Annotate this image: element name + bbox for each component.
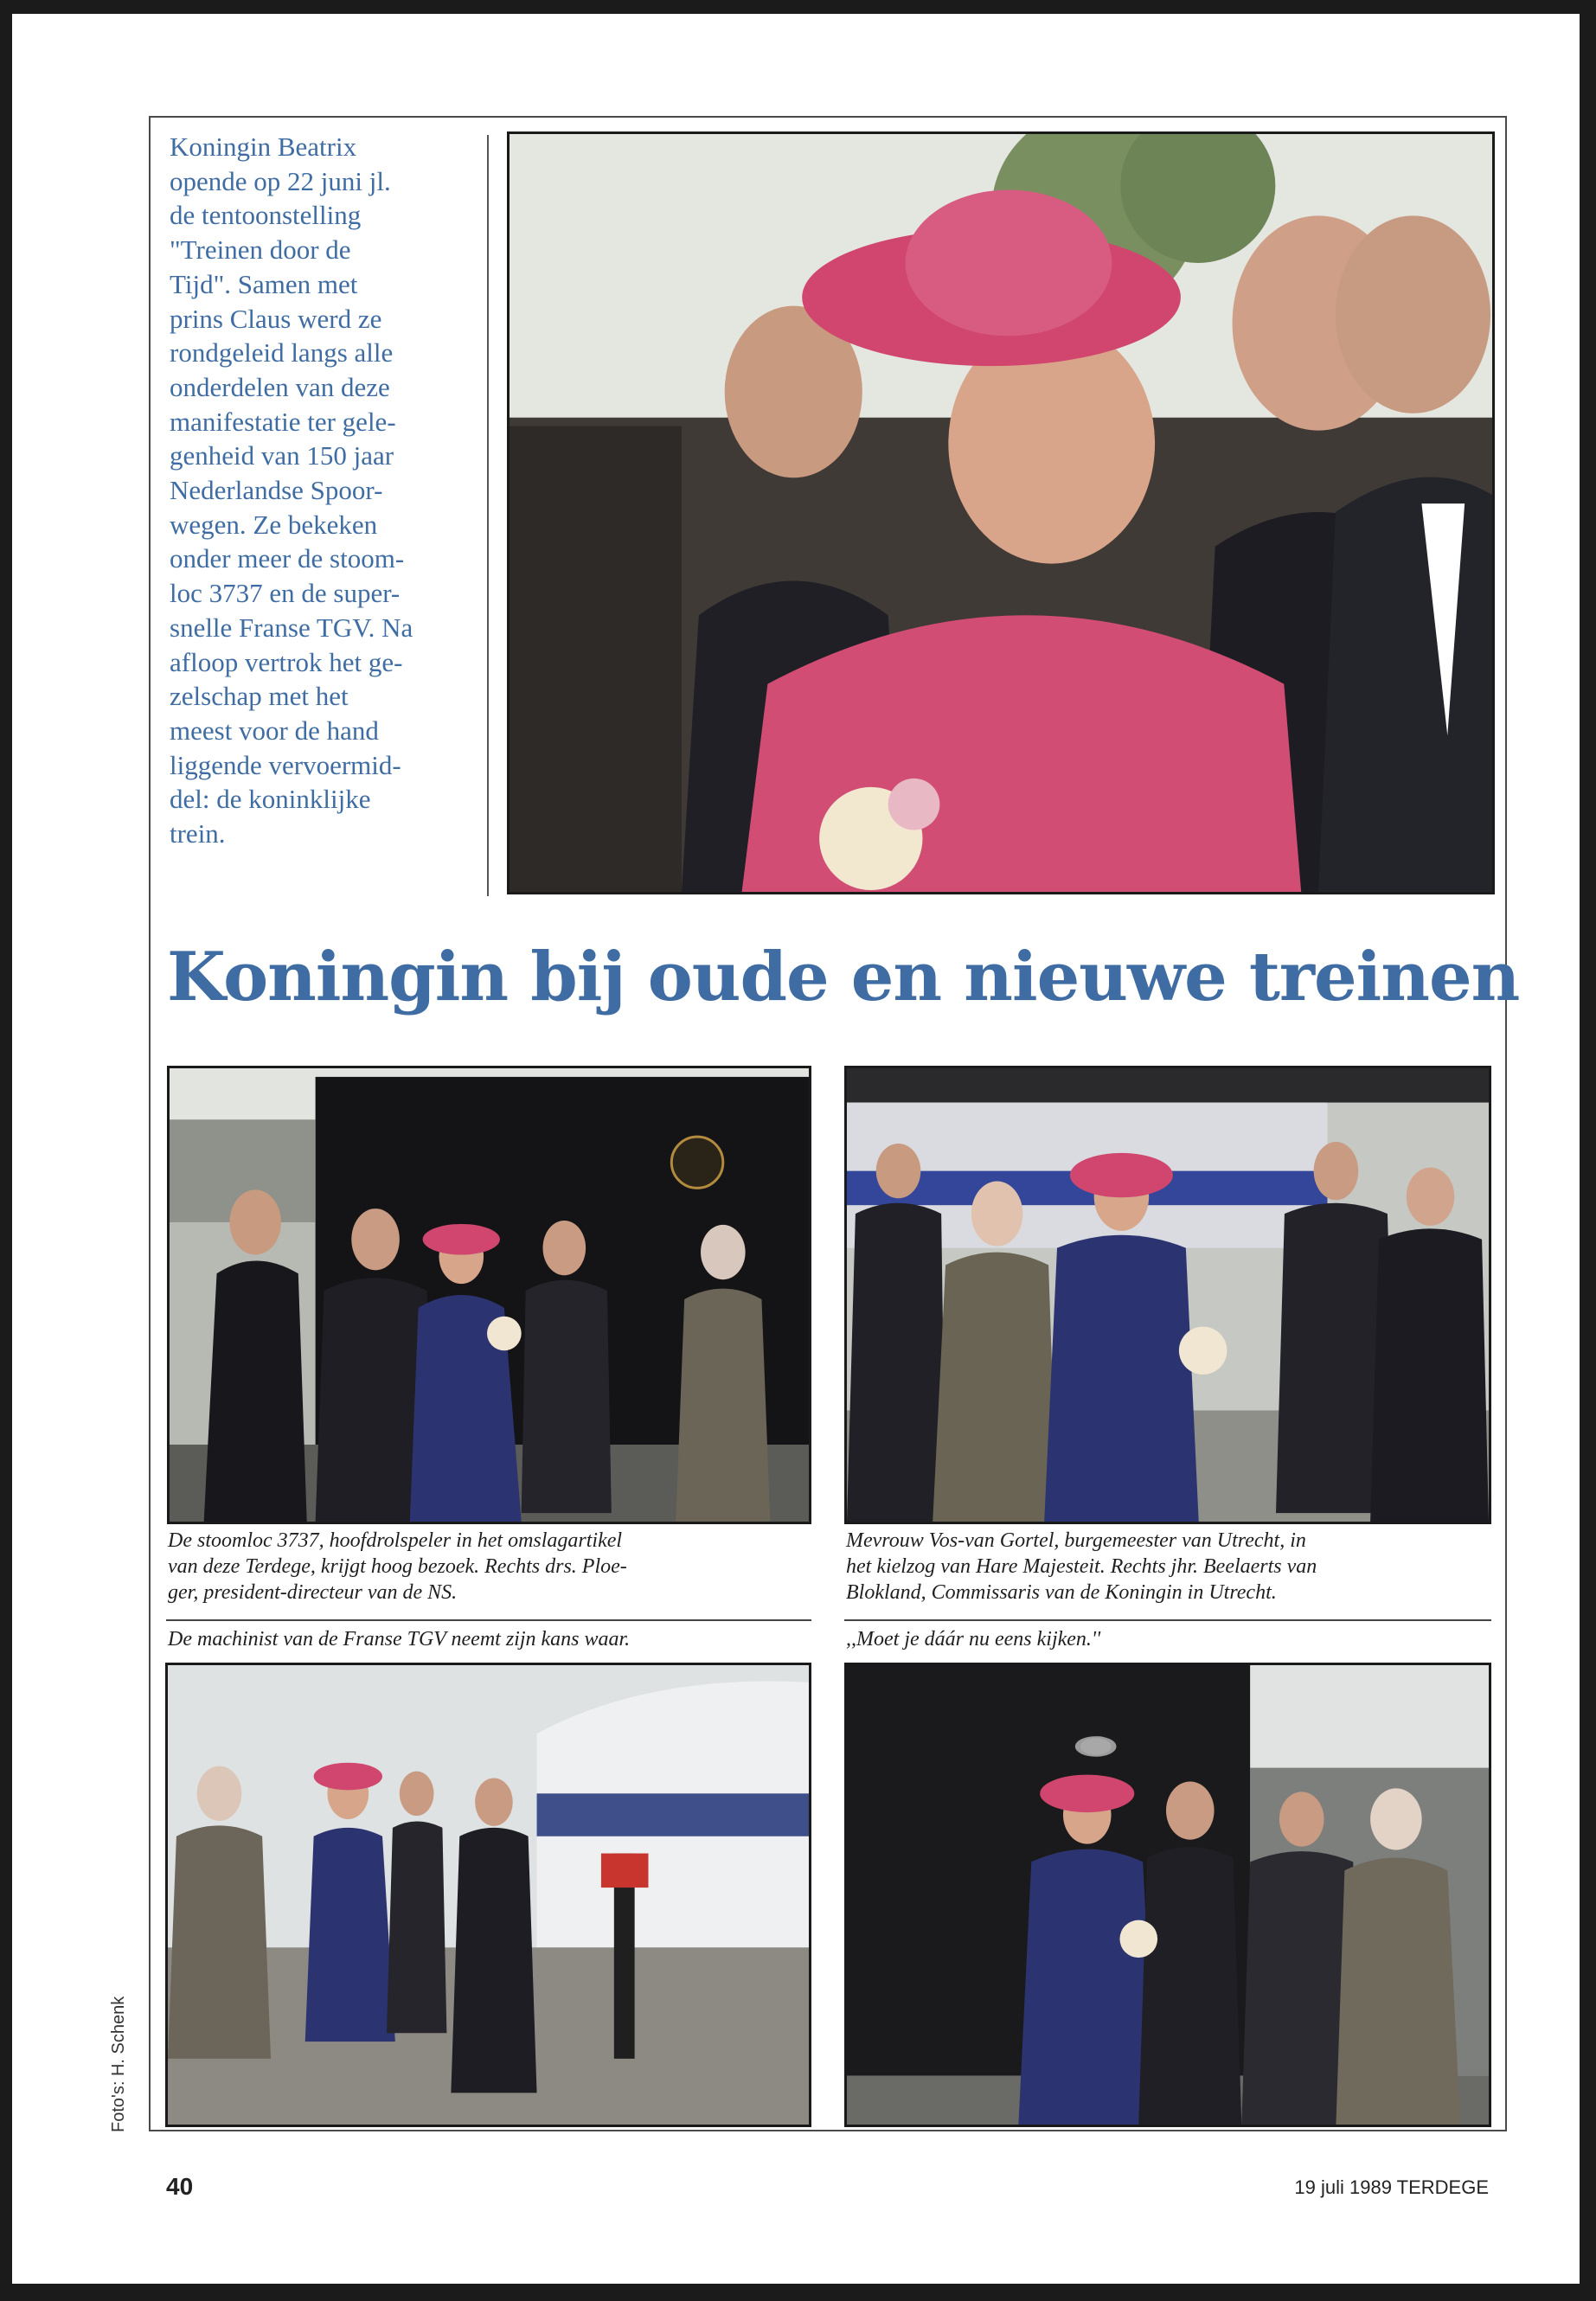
article-headline: Koningin bij oude en nieuwe treinen [167,938,1520,1016]
scan-edge-bottom [0,2284,1596,2301]
tgv-walk-photo [165,1663,811,2127]
caption-rule-left [166,1619,811,1621]
issue-dateline: 19 juli 1989 TERDEGE [1294,2176,1489,2198]
photo-credit: Foto's: H. Schenk [109,1996,128,2132]
scan-edge-left [0,0,12,2301]
intro-divider [487,135,489,896]
caption-tgv-platform: Mevrouw Vos-van Gortel, burgemeester van Utrecht, in het kielzog van Hare Majesteit. Rechts jhr. Beelaerts van Blokland, Commissaris van de Koningin in Utrecht. [846,1529,1317,1604]
caption-locomotive: De stoomloc 3737, hoofdrolspeler in het omslagartikel van deze Terdege, krijgt hoog bezoek. Rechts drs. Ploe- ger, president-directeur van de NS. [168,1529,627,1604]
caption-rule-right [844,1619,1491,1621]
caption-loc-look: ,,Moet je dáár nu eens kijken.'' [846,1628,1101,1650]
caption-tgv-walk: De machinist van de Franse TGV neemt zijn kans waar. [168,1628,631,1650]
intro-paragraph: Koningin Beatrix opende op 22 juni jl. de tentoonstelling "Treinen door de Tijd". Samen met prins Claus werd ze rondgeleid langs alle onderdelen van deze manifestatie ter gele- genheid van 150 jaar Nederlandse Spoor- wegen. Ze bekeken onder meer de stoom- loc 3737 en de super- snelle Franse TGV. Na afloop vertrok het ge- zelschap met het meest voor de hand liggende vervoermid- del: de koninklijke trein. [170,131,413,849]
loc-look-photo [844,1663,1491,2127]
tgv-platform-photo [844,1066,1491,1524]
scan-edge-right [1580,0,1596,2301]
scan-edge-top [0,0,1596,14]
page-number: 40 [166,2173,194,2200]
locomotive-photo [167,1066,811,1524]
main-photo [507,131,1495,894]
